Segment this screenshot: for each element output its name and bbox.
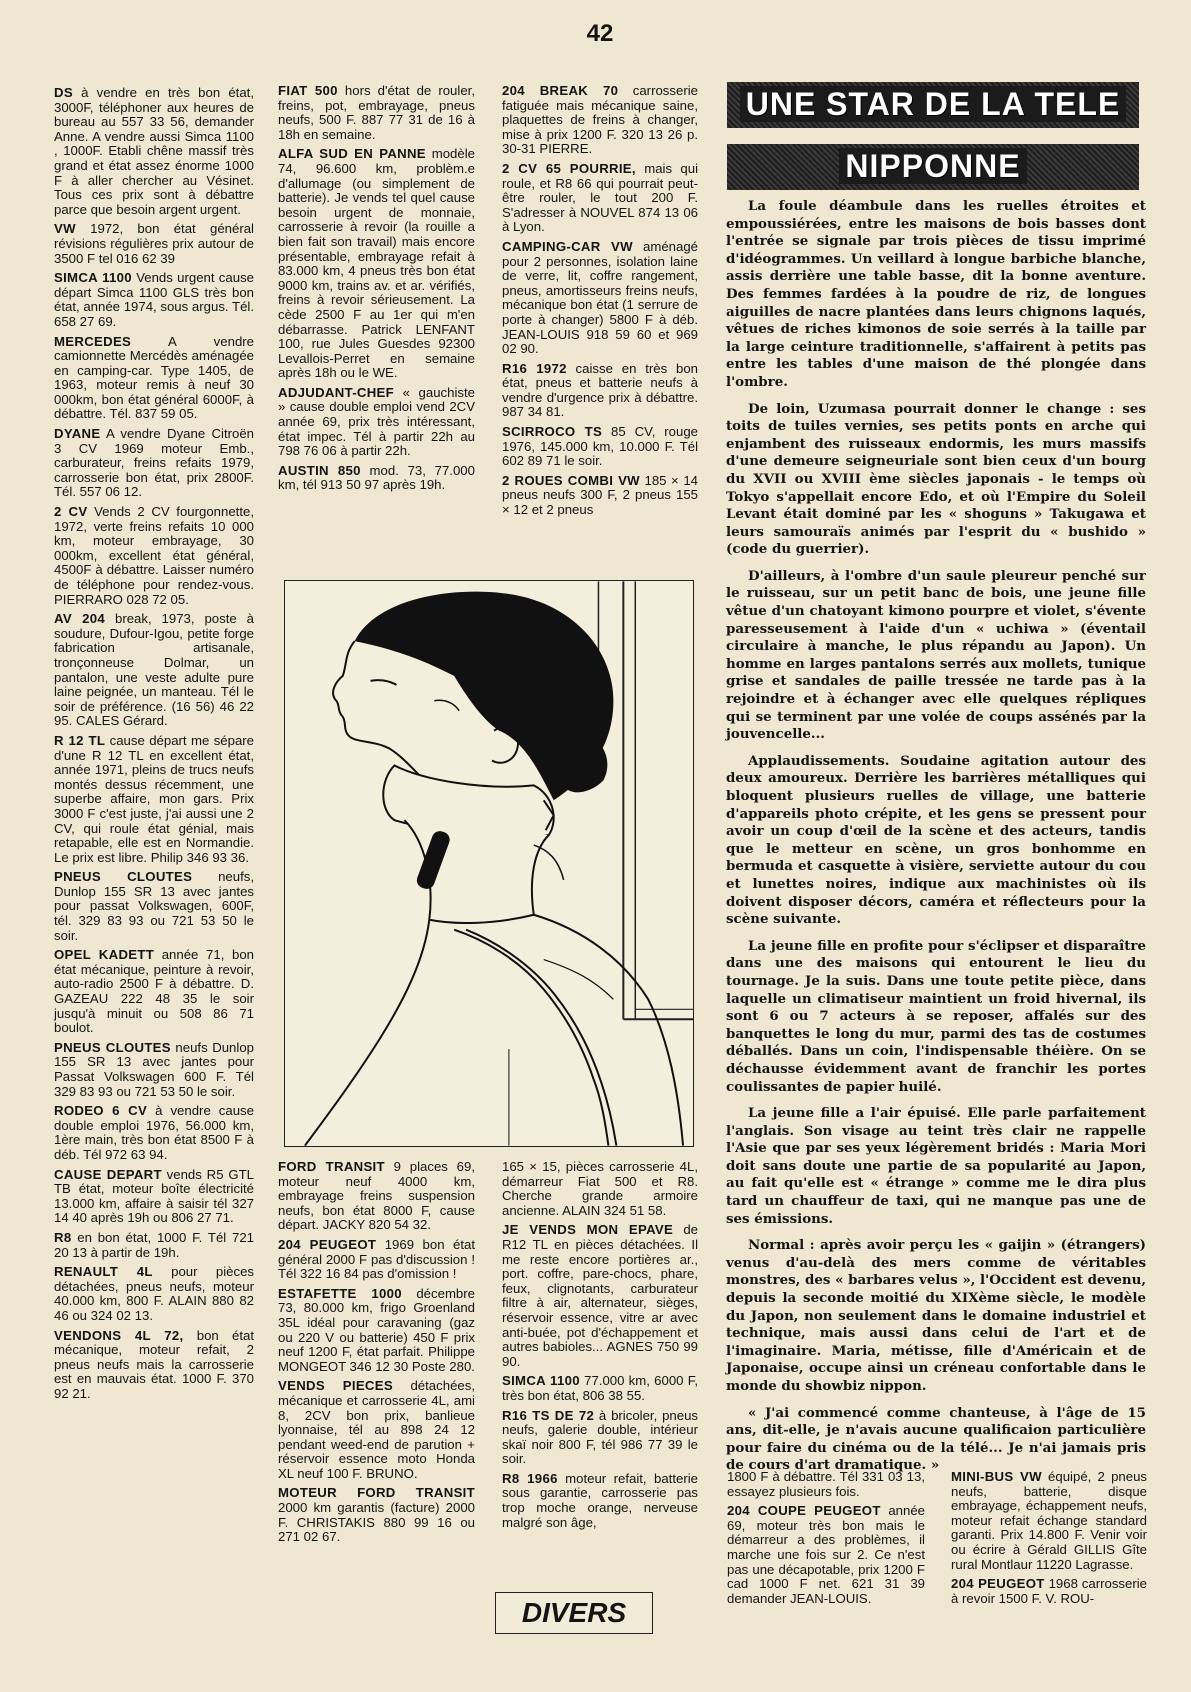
classified-ad xyxy=(502,162,698,235)
article-paragraph: « J'ai commencé comme chanteuse, à l'âge de 15 ans, dit-elle, je n'avais aucune qualificaion particulière pour faire du cinéma ou de la télé... Je n'ai jamais pris de cours d'art dramatique. » xyxy=(726,1404,1146,1474)
classified-ad xyxy=(502,425,698,469)
classified-ad xyxy=(54,427,254,500)
classified-ad-text: Vends 2 CV fourgonnette, 1972, verte freins refaits 10 000 km, moteur embrayage, 30 000km, excellent état général, 4500F à débattre. Laisser numéro de téléphone pour rendez-vous. PIERRARO 028 72 05. xyxy=(54,504,254,607)
classified-ad xyxy=(278,1486,475,1544)
classified-ad-text: détachées, mécanique et carrosserie 4L, ami 8, 2CV bon prix, banlieue lyonnaise, tél au 898 24 12 pendant weed-end de parution + réservoir essence moto Honda XL neuf 100 F. BRUNO. xyxy=(278,1378,475,1481)
classifieds-column-5-lower xyxy=(951,1470,1147,1660)
classified-ad-heading: RENAULT 4L xyxy=(54,1264,153,1280)
classified-ad-heading: PNEUS CLOUTES xyxy=(54,869,193,885)
classified-ad-heading: SIMCA 1100 xyxy=(54,270,132,286)
classified-ad-heading: 2 CV xyxy=(54,504,88,520)
classified-ad-text: à vendre cause double emploi 1976, 56.000 km, 1ère main, très bon état 8500 F à déb. Tél 972 63 94. xyxy=(54,1103,254,1162)
classified-ad-heading: FIAT 500 xyxy=(278,83,338,98)
classified-ad-text: bon état mécanique, moteur refait, 2 pneus neufs mais la carrosserie est en mauvais état. 1000 F. 370 92 21. xyxy=(54,1327,255,1401)
classified-ad xyxy=(54,505,254,607)
classified-ad-heading: R8 1966 xyxy=(502,1470,558,1486)
article-paragraph: La foule déambule dans les ruelles étroites et empoussiérées, entre les maisons de bois basses dont l'entrée se signale par trois pièces de tissu imprimé d'idéogrammes. Un veillard à longue barbiche blanche, assis derrière une table basse, dit la bonne aventure. Des femmes fardées à la poudre de riz, de longues aiguilles de nacre plantées dans leurs chignons laqués, vêtues de riches kimonos de soie serrés à la taille par la large ceinture traditionnelle, s'affairent à petits pas entre les tables d'une maison de thé plongée dans l'ombre. xyxy=(726,198,1146,390)
classifieds-column-2-lower xyxy=(278,1160,475,1640)
classified-ad xyxy=(54,1104,254,1162)
classified-ad xyxy=(727,1504,925,1606)
classified-ad-text: hors d'état de rouler, freins, pot, embrayage, pneus neufs, 500 F. 887 77 31 de 16 à 18h en semaine. xyxy=(278,83,475,142)
classified-ad-text: 1800 F à débattre. Tél 331 03 13, essayez plusieurs fois. xyxy=(727,1469,925,1499)
classified-ad-text: 9 places 69, moteur neuf 4000 km, embrayage freins suspension neufs, bon état 8000 F, cause départ. JACKY 820 54 32. xyxy=(278,1159,475,1233)
classified-ad-heading: MOTEUR FORD TRANSIT xyxy=(278,1485,475,1501)
classified-ad-text: neufs Dunlop 155 SR 13 avec jantes pour Passat Volkswagen 600 F. Tél 329 83 93 ou 721 53 50 le soir. xyxy=(54,1039,254,1099)
classified-ad xyxy=(278,1238,475,1282)
classified-ad xyxy=(54,870,254,943)
classifieds-column-1 xyxy=(54,86,254,1656)
classified-ad-text: décembre 73, 80.000 km, frigo Groenland 35L idéal pour caravaning (gaz ou 220 V ou batterie) 450 F prix neuf 1200 F, état parfait. Philippe MONGEOT 346 12 30 Poste 280. xyxy=(278,1285,475,1374)
classified-ad-text: 85 CV, rouge 1976, 145.000 km, 10.000 F. Tél 602 89 71 le soir. xyxy=(502,424,698,469)
classified-ad-heading: VENDS PIECES xyxy=(278,1378,393,1394)
classified-ad-text: 1969 bon état général 2000 F pas d'discussion ! Tél 322 16 84 pas d'omission ! xyxy=(278,1236,475,1282)
classified-ad-text: 1968 carrosserie à revoir 1500 F. V. ROU- xyxy=(951,1576,1147,1606)
article-title-line-1 xyxy=(727,82,1139,128)
classified-ad-heading: AV 204 xyxy=(54,611,106,627)
classified-ad xyxy=(54,948,254,1036)
classified-ad-heading: CAMPING-CAR VW xyxy=(502,238,633,254)
classified-ad-heading: ESTAFETTE 1000 xyxy=(278,1285,402,1301)
classified-ad-text: A vendre Dyane Citroën 3 CV 1969 moteur Emb., carburateur, freins refaits 1979, carrosserie bon état, prix 2800F. Tél. 557 06 12. xyxy=(54,426,255,500)
classified-ad-heading: 204 PEUGEOT xyxy=(951,1576,1045,1592)
classified-ad xyxy=(951,1470,1147,1572)
classified-ad-text: cause départ me sépare d'une R 12 TL en excellent état, année 1971, pleins de trucs neufs montés dessus récemment, une superbe affaire, mon gars. Prix 3000 F c'est juste, j'ai aussi une 2 CV, qui roule état génial, mais retapable, elle est en Normandie. Le prix est libre. Philip 346 93 36. xyxy=(54,732,255,865)
classified-ad xyxy=(278,147,475,381)
classified-ad-heading: R8 xyxy=(54,1229,72,1245)
classified-ad-text: caisse en très bon état, pneus et batterie neufs à vendre d'urgence prix à débattre. 987 34 81. xyxy=(502,360,698,420)
classified-ad-text: neufs, Dunlop 155 SR 13 avec jantes pour passat Volkswagen, 600F, tél. 329 83 93 ou 721 53 50 le soir. xyxy=(54,869,254,943)
article-body xyxy=(726,198,1146,1474)
classified-ad-text: 165 × 15, pièces carrosserie 4L, démarreur Fiat 500 et R8. Cherche grande armoire ancienne. ALAIN 324 51 58. xyxy=(502,1159,698,1218)
classified-ad xyxy=(54,1041,254,1099)
classified-ad xyxy=(278,1379,475,1481)
classified-ad-heading: DS xyxy=(54,85,73,100)
woman-profile-drawing xyxy=(285,581,693,1146)
classified-ad-text: de R12 TL en pièces détachées. Il me reste encore portières ar., port. coffre, pare-chocs, phare, feux, clignotants, carburateur filtre à air, alternateur, sièges, réservoir essence, vitre ar avec anti-buée, pot d'échappement et autres babioles... AGNES 750 99 90. xyxy=(502,1222,698,1369)
classified-ad xyxy=(278,1287,475,1375)
classified-ad-text: à vendre en très bon état, 3000F, téléphoner aux heures de bureau au 557 33 56, demander Anne. A vendre aussi Simca 1100 , 1000F. Etabli chêne massif très grand et état assez énorme 1000 F à aller chercher au Vésinet. Tous ces prix sont à débattre parce que besoin argent urgent. xyxy=(54,85,254,217)
classified-ad xyxy=(502,362,698,420)
classified-ad-text: année 69, moteur très bon mais le démarreur a des problèmes, il marche une fois sur 2. Ce n'est pas une décapotable, prix 1200 F cad 1000 F net. 621 31 39 demander JEAN-LOUIS. xyxy=(727,1503,926,1606)
classified-ad-heading: SCIRROCO TS xyxy=(502,424,603,440)
classified-ad-text: pour pièces détachées, pneus neufs, moteur 40.000 km, 800 F. ALAIN 880 82 46 ou 324 02 13. xyxy=(54,1264,254,1323)
classified-ad xyxy=(54,86,254,217)
classified-ad xyxy=(54,1168,254,1226)
classified-ad-text: 2000 km garantis (facture) 2000 F. CHRISTAKIS 880 99 16 ou 271 02 67. xyxy=(278,1500,475,1545)
classified-ad-heading: MERCEDES xyxy=(54,333,132,349)
classified-ad-heading: ALFA SUD EN PANNE xyxy=(278,146,426,162)
classifieds-column-2 xyxy=(278,84,475,554)
classified-ad-text: A vendre camionnette Mercédès aménagée en camping-car. Type 1405, de 1963, moteur remis à neuf 30 000km, bon état général 6000F, à débattre. Tél. 837 59 05. xyxy=(54,333,254,422)
classified-ad xyxy=(54,271,254,329)
classified-ad xyxy=(278,1160,475,1233)
classified-ad-heading: MINI-BUS VW xyxy=(951,1469,1042,1484)
article-title-line-2 xyxy=(727,144,1139,190)
classified-ad xyxy=(502,1409,698,1467)
classified-ad xyxy=(54,1231,254,1260)
classified-ad-text: 77.000 km, 6000 F, très bon état, 806 38 55. xyxy=(502,1373,698,1403)
classified-ad-heading: PNEUS CLOUTES xyxy=(54,1039,171,1055)
classified-ad-text: moteur refait, batterie sous garantie, carrosserie pas trop moche orange, nerveuse malgré son âge, xyxy=(502,1470,698,1530)
classified-ad-heading: R 12 TL xyxy=(54,732,106,748)
classified-ad xyxy=(727,1470,925,1499)
classified-ad xyxy=(502,1160,698,1218)
classified-ad-heading: R16 TS DE 72 xyxy=(502,1407,595,1423)
classified-ad-text: modèle 74, 96.600 km, problèm.e d'allumage (ou simplement de batterie). Je vends tel quel cause besoin urgent de monnaie, carrosserie à revoir (la rouille a bien fait son travail) mais encore présentable, embrayage refait à 83.000 km, 4 pneus très bon état 9000 km, trains av. et ar. vérifiés, freins à revoir sérieusement. La cède 2500 F au 1er qui m'en débarrasse. Patrick LENFANT 100, rue Jules Guesdes 92300 Levallois-Perret en semaine après 18h ou le WE. xyxy=(278,146,475,381)
classified-ad-heading: JE VENDS MON EPAVE xyxy=(502,1222,674,1238)
classified-ad-heading: DYANE xyxy=(54,426,101,442)
classified-ad-heading: FORD TRANSIT xyxy=(278,1159,385,1174)
classified-ad-heading: 204 BREAK 70 xyxy=(502,83,619,98)
classifieds-column-4-lower xyxy=(727,1470,925,1660)
classified-ad-text: équipé, 2 pneus neufs, batterie, disque embrayage, échappement neufs, moteur refait échange standard garanti. Prix 14.800 F. Venir voir ou écrire à Gérald GILLIS Gîte rural Montlaur 11220 Lagrasse. xyxy=(951,1469,1147,1572)
article-paragraph: Normal : après avoir perçu les « gaijin » (étrangers) venus d'au-delà des mers comme de véritables monstres, des « barbares velus », l'Occident est devenu, depuis la seconde moitié du XIXème siècle, le modèle du Japon, non seulement dans le domaine industriel et technique, mais aussi dans celui de l'art et de l'imaginaire. Maria, métisse, fille d'Américain et de Japonaise, occupe ainsi un créneau confortable dans le monde du showbiz nippon. xyxy=(726,1237,1146,1394)
classified-ad xyxy=(502,84,698,157)
article-paragraph: Applaudissements. Soudaine agitation autour des deux amoureux. Derrière les barrières métalliques qui bloquent plusieurs ruelles de village, une batterie d'appareils photo crépite, et les gens se pressent pour avoir un coup d'œil de la scène et des acteurs, tandis que le metteur en scène, un gros bonhomme en bermuda et casquette à visière, serviette autour du cou et lunettes noires, indique aux machinistes où ils doivent disposer décors, caméra et réflecteurs pour la scène suivante. xyxy=(726,752,1146,928)
divers-section-label: DIVERS xyxy=(495,1592,653,1634)
classified-ad-text: en bon état, 1000 F. Tél 721 20 13 à partir de 19h. xyxy=(54,1229,254,1260)
classified-ad-text: 185 × 14 pneus neufs 300 F, 2 pneus 155 × 12 et 2 pneus xyxy=(502,472,698,518)
illustration-woman-profile xyxy=(284,580,694,1147)
classified-ad xyxy=(54,1329,254,1402)
classified-ad xyxy=(951,1577,1147,1606)
classified-ad-heading: VW xyxy=(54,221,76,237)
classified-ad-heading: RODEO 6 CV xyxy=(54,1103,148,1119)
classified-ad xyxy=(54,612,254,729)
classified-ad-text: année 71, bon état mécanique, peinture à revoir, auto-radio 2500 F à débattre. D. GAZEAU 222 48 35 le soir jusqu'à minuit ou 508 86 71 boulot. xyxy=(54,947,254,1036)
classified-ad xyxy=(278,464,475,493)
classified-ad-heading: VENDONS 4L 72, xyxy=(54,1327,184,1343)
classified-ad xyxy=(502,474,698,518)
classified-ad xyxy=(54,1265,254,1323)
classified-ad xyxy=(54,734,254,865)
article-paragraph: D'ailleurs, à l'ombre d'un saule pleureur penché sur le ruisseau, sur un petit banc de bois, une jeune fille vêtue d'un chatoyant kimono pourpre et violet, s'évente paresseusement à l'aide d'un « uchiwa » (éventail circulaire à manche, le plus répandu au Japon). Un homme en larges pantalons serrés aux mollets, tunique grise et sandales de paille tressée ne tarde pas à la rejoindre et à échanger avec elle quelques répliques qui se terminent par une volée de coups assénés par la jouvencelle... xyxy=(726,567,1146,743)
classified-ad-text: mod. 73, 77.000 km, tél 913 50 97 après 19h. xyxy=(278,462,475,493)
classified-ad-heading: 2 CV 65 POURRIE, xyxy=(502,160,636,176)
classifieds-column-3 xyxy=(502,84,698,554)
classified-ad-heading: ADJUDANT-CHEF xyxy=(278,384,394,400)
classified-ad xyxy=(502,1223,698,1369)
classified-ad xyxy=(54,335,254,423)
article-paragraph: La jeune fille en profite pour s'éclipser et disparaître dans une des maisons qui entourent le lieu du tournage. Je la suis. Dans une toute petite pièce, dans laquelle un climatiseur maintient un froid hivernal, ils sont 6 ou 7 acteurs à se reposer, affalés sur des banquettes le long du mur, parmi des tas de costumes déballés. Dans un coin, l'indispensable théière. On se déchausse évidemment avant de franchir les portes coulissantes de papier huilé. xyxy=(726,937,1146,1095)
classified-ad-heading: CAUSE DEPART xyxy=(54,1166,162,1182)
classified-ad-text: à bricoler, pneus neufs, galerie double, intérieur skaï noir 800 F, tél 986 77 39 le soir. xyxy=(502,1407,698,1467)
classified-ad-text: Vends urgent cause départ Simca 1100 GLS très bon état, année 1974, sous argus. Tél. 658 27 69. xyxy=(54,270,254,329)
classified-ad xyxy=(502,1472,698,1530)
classified-ad-heading: OPEL KADETT xyxy=(54,947,155,963)
classified-ad-heading: R16 1972 xyxy=(502,360,567,376)
classified-ad-text: mais qui roule, et R8 66 qui pourrait peut-être rouler, le tout 200 F. S'adresser à NOUVEL 874 13 06 à Lyon. xyxy=(502,160,698,235)
article-title-line-1-text: UNE STAR DE LA TELE xyxy=(740,86,1127,122)
classified-ad-text: carrosserie fatiguée mais mécanique saine, plaquettes de freins à changer, mise à prix 1200 F. 320 13 26 p. 30-31 PIERRE. xyxy=(502,83,698,157)
classified-ad-heading: 204 PEUGEOT xyxy=(278,1236,377,1252)
classified-ad-text: aménagé pour 2 personnes, isolation laine de verre, lit, coffre rangement, pneus, amortisseurs freins neufs, mécanique bon état (1 serrure de porte à changer) 5800 F à déb. JEAN-LOUIS 918 59 60 et 969 02 90. xyxy=(502,238,698,357)
classified-ad-text: « gauchiste » cause double emploi vend 2CV année 69, prix très intéressant, état impec. Tél à partir 22h au 798 76 06 à partir 22h. xyxy=(278,384,475,459)
classified-ad-heading: 204 COUPE PEUGEOT xyxy=(727,1503,881,1519)
classified-ad-text: break, 1973, poste à soudure, Dufour-Igou, petite forge fabrication artisanale, tronçonneuse Dolmar, un pantalon, une veste adulte pure laine peignée, un manteau. Tél le soir de préférence. (16 56) 46 22 95. CALES Gérard. xyxy=(54,611,254,729)
classified-ad xyxy=(54,222,254,266)
classified-ad xyxy=(502,240,698,357)
classified-ad-text: vends R5 GTL TB état, moteur boîte électricité 13.000 km, affaire à saisir tél 327 14 40 après 19h ou 806 27 71. xyxy=(54,1166,254,1226)
classified-ad-text: 1972, bon état général révisions régulières prix autour de 3500 F tel 016 62 39 xyxy=(54,221,254,266)
classified-ad-heading: AUSTIN 850 xyxy=(278,462,361,478)
classified-ad xyxy=(278,386,475,459)
article-paragraph: La jeune fille a l'air épuisé. Elle parle parfaitement l'anglais. Son visage au teint très clair ne rappelle l'Asie que par ses yeux légèrement bridés : Maria Mori doit sans doute une partie de sa popularité au Japon, au fait qu'elle est « étrange » comme me le dira plus tard un chauffeur de taxi, qui ne manque pas une de ses émissions. xyxy=(726,1105,1146,1227)
article-paragraph: De loin, Uzumasa pourrait donner le change : ses toits de tuiles vernies, ses petits ponts en arche qui enjambent des ruisseaux endormis, les murs massifs d'une demeure seigneuriale sont bien ceux d'un bourg du XVII ou XVIII ème siècles japonais - le temps où Tokyo s'appellait encore Edo, et où l'Empire du Soleil Levant était dominé par les « shoguns » Takugawa et leurs samouraïs animés par l'esprit du « bushido » (code du guerrier). xyxy=(726,400,1146,558)
article-title-line-2-text: NIPPONNE xyxy=(839,148,1026,184)
page-number: 42 xyxy=(586,20,614,47)
classified-ad xyxy=(502,1374,698,1403)
classifieds-column-3-lower xyxy=(502,1160,698,1620)
classified-ad xyxy=(278,84,475,142)
classified-ad-heading: 2 ROUES COMBI VW xyxy=(502,472,640,488)
classified-ad-heading: SIMCA 1100 xyxy=(502,1373,580,1389)
